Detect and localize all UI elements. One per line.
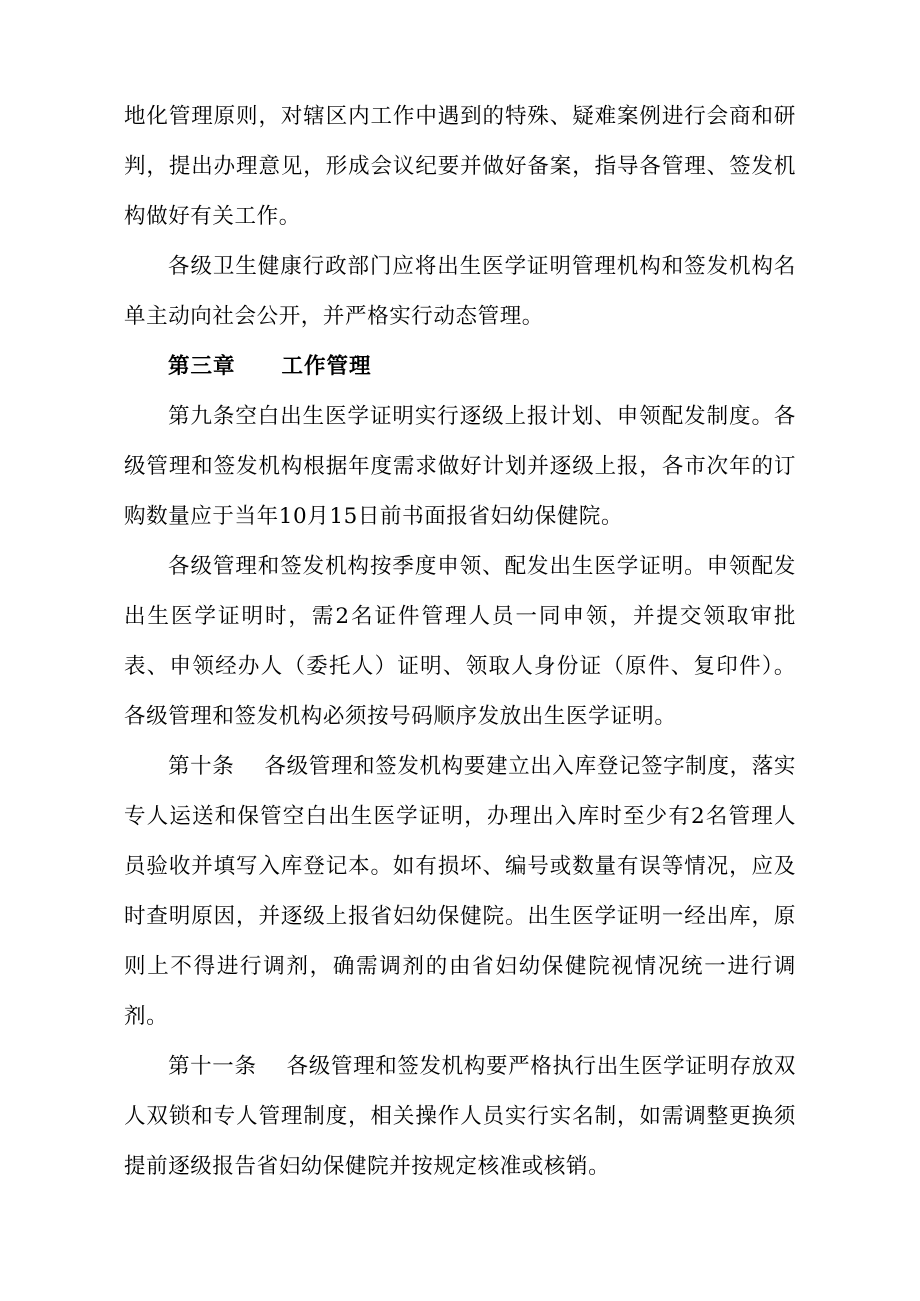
article-ten-text: 各级管理和签发机构要建立出入库登记签字制度，落实专人运送和保管空白出生医学证明，办理出入库时至少有2名管理人员验收并填写入库登记本。如有损坏、编号或数量有误等情况，应及时查明原因，并逐级上报省妇幼保健院。出生医学证明一经出库，原则上不得进行调剂，确需调剂的由省妇幼保健院视情况统一进行调剂。 xyxy=(124,754,796,1029)
article-ten-label: 第十条 xyxy=(168,754,235,779)
heading-chapter-title: 工作管理 xyxy=(281,354,372,379)
document-body xyxy=(124,92,796,1192)
paragraph-continued-localized-management: 地化管理原则，对辖区内工作中遇到的特殊、疑难案例进行会商和研判，提出办理意见，形成会议纪要并做好备案，指导各管理、签发机构做好有关工作。 xyxy=(124,104,796,229)
paragraph-article-nine: 第九条空白出生医学证明实行逐级上报计划、申领配发制度。各级管理和签发机构根据年度需求做好计划并逐级上报，各市次年的订购数量应于当年10月15日前书面报省妇幼保健院。 xyxy=(124,404,796,529)
heading-chapter-three xyxy=(124,342,796,392)
article-eleven-text: 各级管理和签发机构要严格执行出生医学证明存放双人双锁和专人管理制度，相关操作人员实行实名制，如需调整更换须提前逐级报告省妇幼保健院并按规定核准或核销。 xyxy=(124,1054,796,1179)
heading-chapter-label: 第三章 xyxy=(168,354,236,379)
paragraph-article-eleven xyxy=(124,1042,796,1192)
paragraph-article-ten xyxy=(124,742,796,1042)
paragraph-quarterly-issuance: 各级管理和签发机构按季度申领、配发出生医学证明。申领配发出生医学证明时，需2名证件管理人员一同申领，并提交领取审批表、申领经办人（委托人）证明、领取人身份证（原件、复印件）。各级管理和签发机构必须按号码顺序发放出生医学证明。 xyxy=(124,554,796,729)
article-eleven-label: 第十一条 xyxy=(168,1054,257,1079)
paragraph-public-disclosure: 各级卫生健康行政部门应将出生医学证明管理机构和签发机构名单主动向社会公开，并严格实行动态管理。 xyxy=(124,254,796,329)
